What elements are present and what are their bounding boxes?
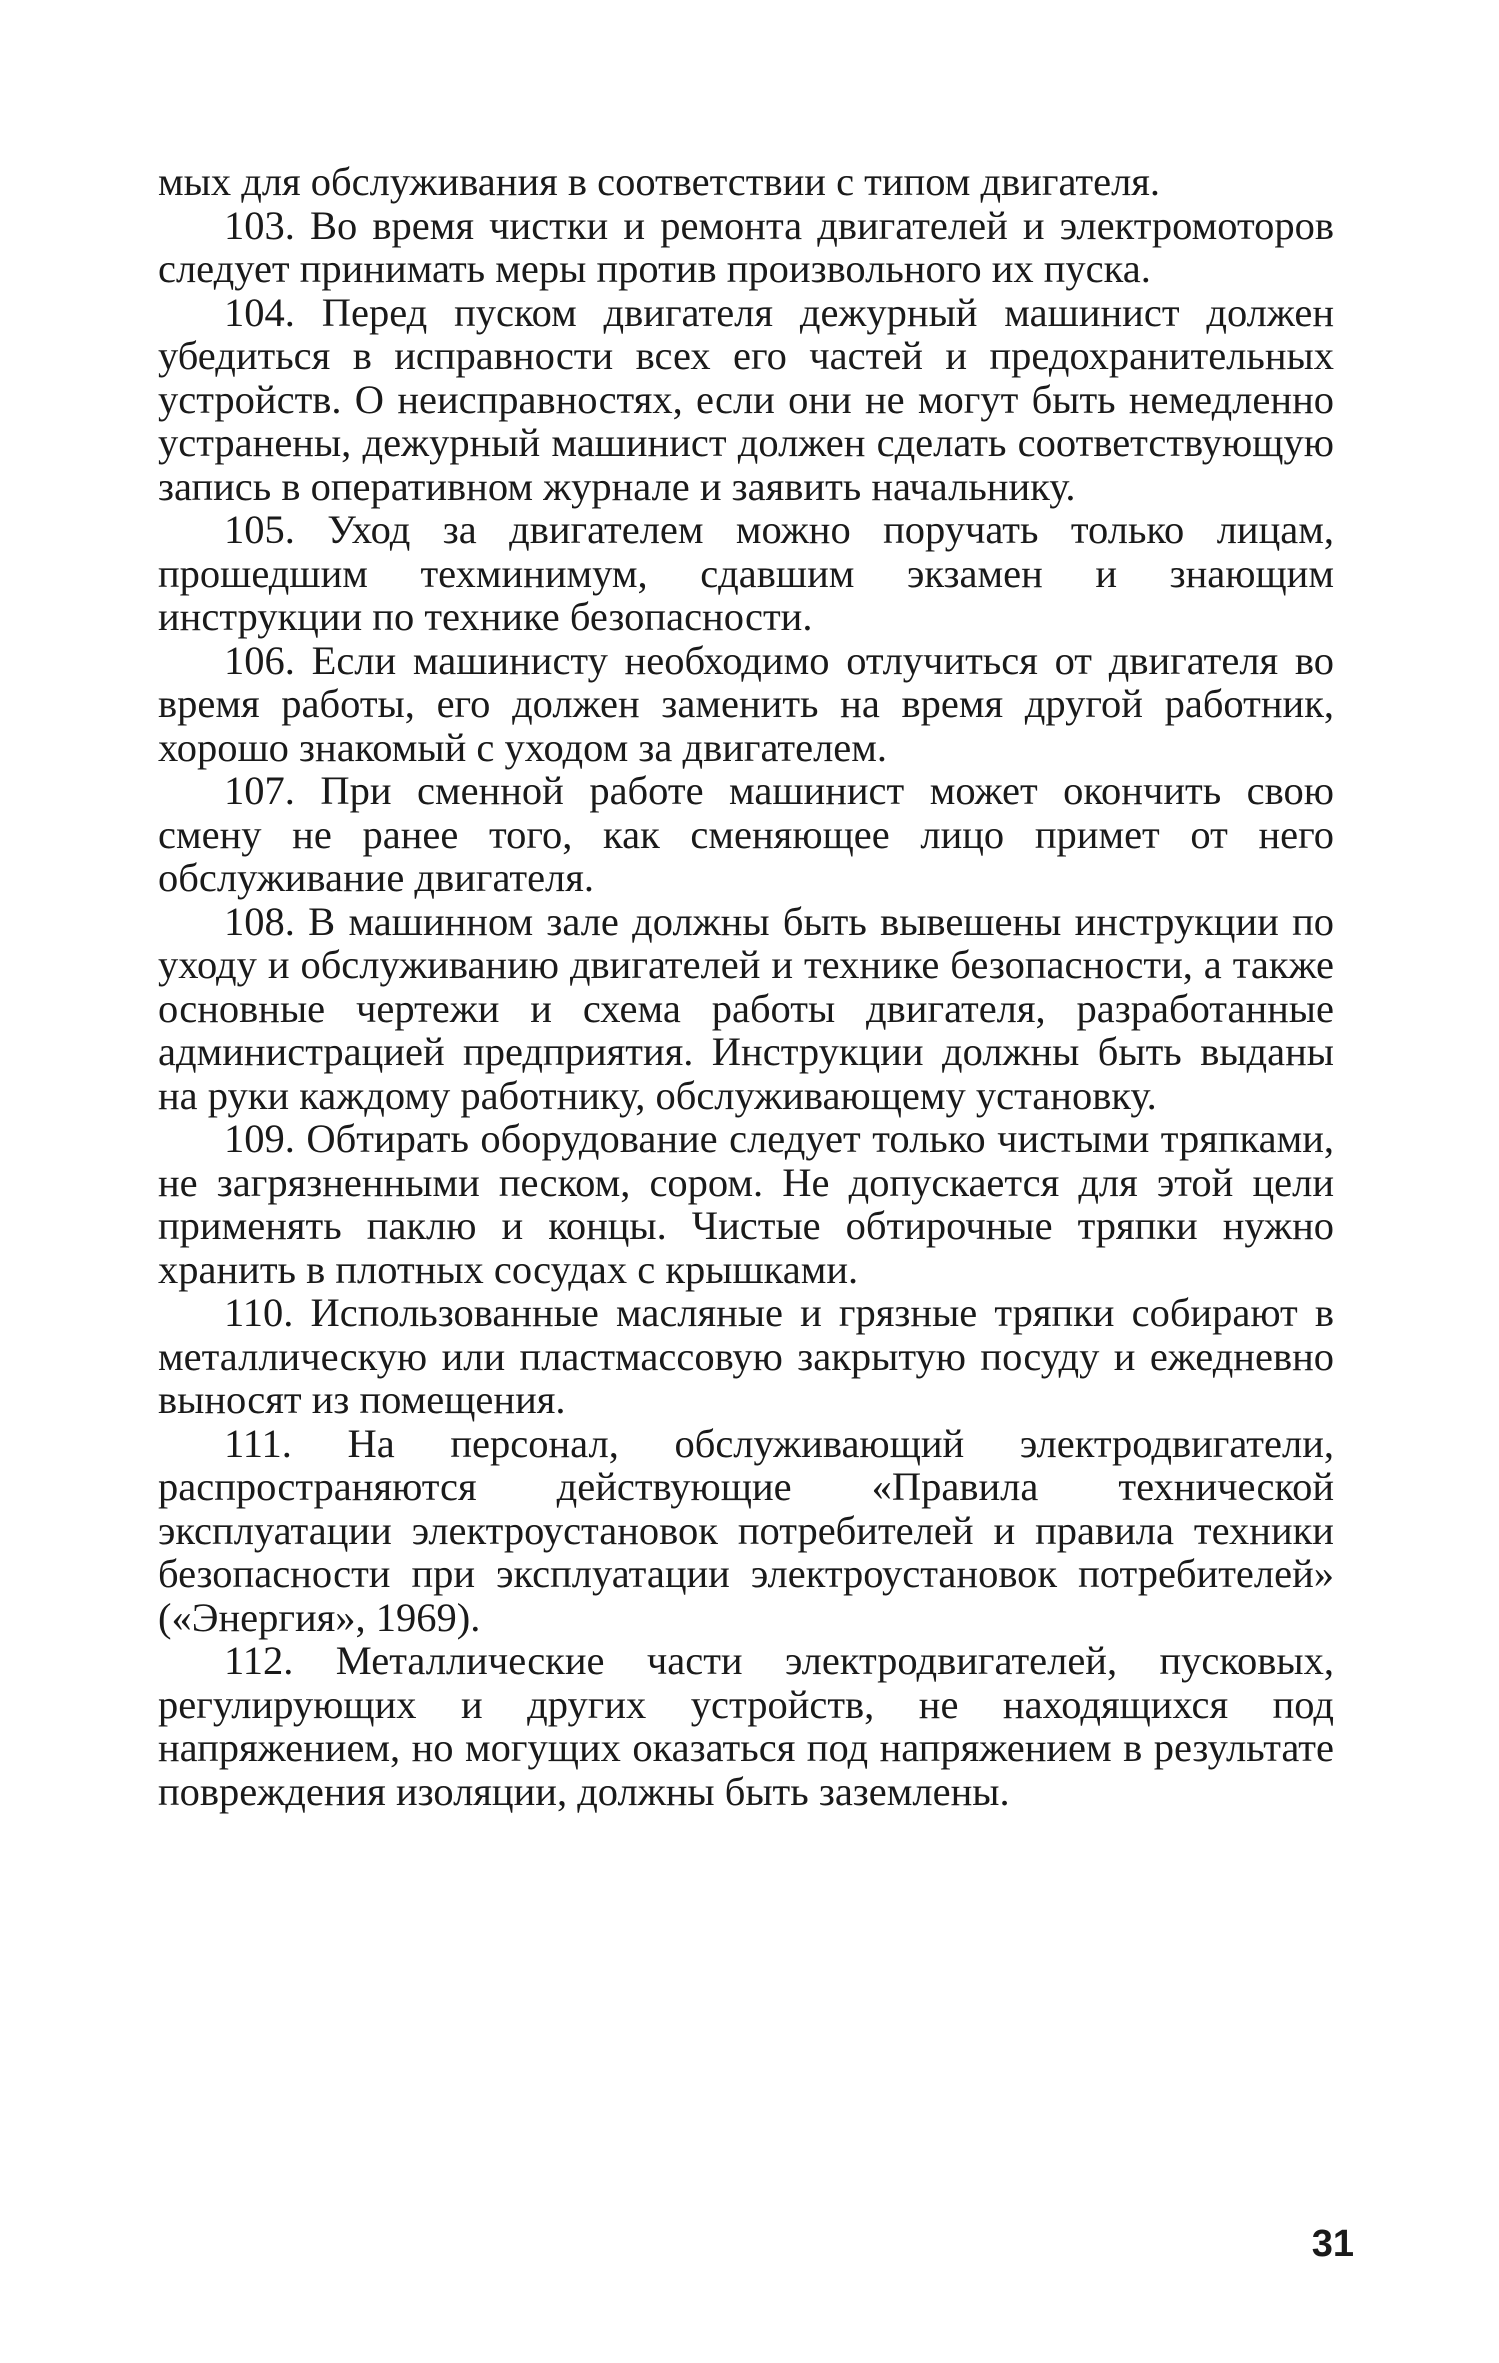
paragraph-106: 106. Если машинисту необходимо отлучиться от двигателя во время работы, его должен заменить на время другой работник, хорошо знакомый с уходом за двигателем. (158, 637, 1334, 770)
paragraph-104: 104. Перед пуском двигателя дежурный машинист должен убедиться в исправности всех его частей и предохранительных устройств. О неисправностях, если они не могут быть немедленно устранены, дежурный машинист должен сделать соответствующую запись в оперативном журнале и заявить начальнику. (158, 289, 1334, 509)
page-body (158, 160, 1334, 1813)
paragraph-107: 107. При сменной работе машинист может окончить свою смену не ранее того, как сменяющее лицо примет от него обслуживание двигателя. (158, 768, 1334, 900)
paragraph-111: 111. На персонал, обслуживающий электродвигатели, распространяются действующие «Правила технической эксплуатации электроустановок потребителей и правила техники безопасности при эксплуатации электроустановок потребителей» («Энергия», 1969). (158, 1420, 1334, 1640)
paragraph-103: 103. Во время чистки и ремонта двигателей и электромоторов следует принимать меры против произвольного их пуска. (158, 202, 1334, 291)
paragraph-110: 110. Использованные масляные и грязные тряпки собирают в металлическую или пластмассовую закрытую посуду и ежедневно выносят из помещения. (158, 1290, 1334, 1422)
page-number: 31 (1311, 2223, 1354, 2265)
paragraph-continuation: мых для обслуживания в соответствии с типом двигателя. (158, 159, 1161, 204)
paragraph-112: 112. Металлические части электродвигателей, пусковых, регулирующих и других устройств, не находящихся под напряжением, но могущих оказаться под напряжением в результате повреждения изоляции, должны быть заземлены. (158, 1638, 1334, 1814)
paragraph-109: 109. Обтирать оборудование следует только чистыми тряпками, не загрязненными песком, сором. Не допускается для этой цели применять паклю и концы. Чистые обтирочные тряпки нужно хранить в плотных сосудах с крышками. (158, 1116, 1334, 1292)
paragraph-105: 105. Уход за двигателем можно поручать только лицам, прошедшим техминимум, сдавшим экзамен и знающим инструкции по технике безопасности. (158, 507, 1334, 639)
paragraph-108: 108. В машинном зале должны быть вывешены инструкции по уходу и обслуживанию двигателей и технике безопасности, а также основные чертежи и схема работы двигателя, разработанные администрацией предприятия. Инструкции должны быть выданы на руки каждому работнику, обслуживающему установку. (158, 898, 1334, 1118)
